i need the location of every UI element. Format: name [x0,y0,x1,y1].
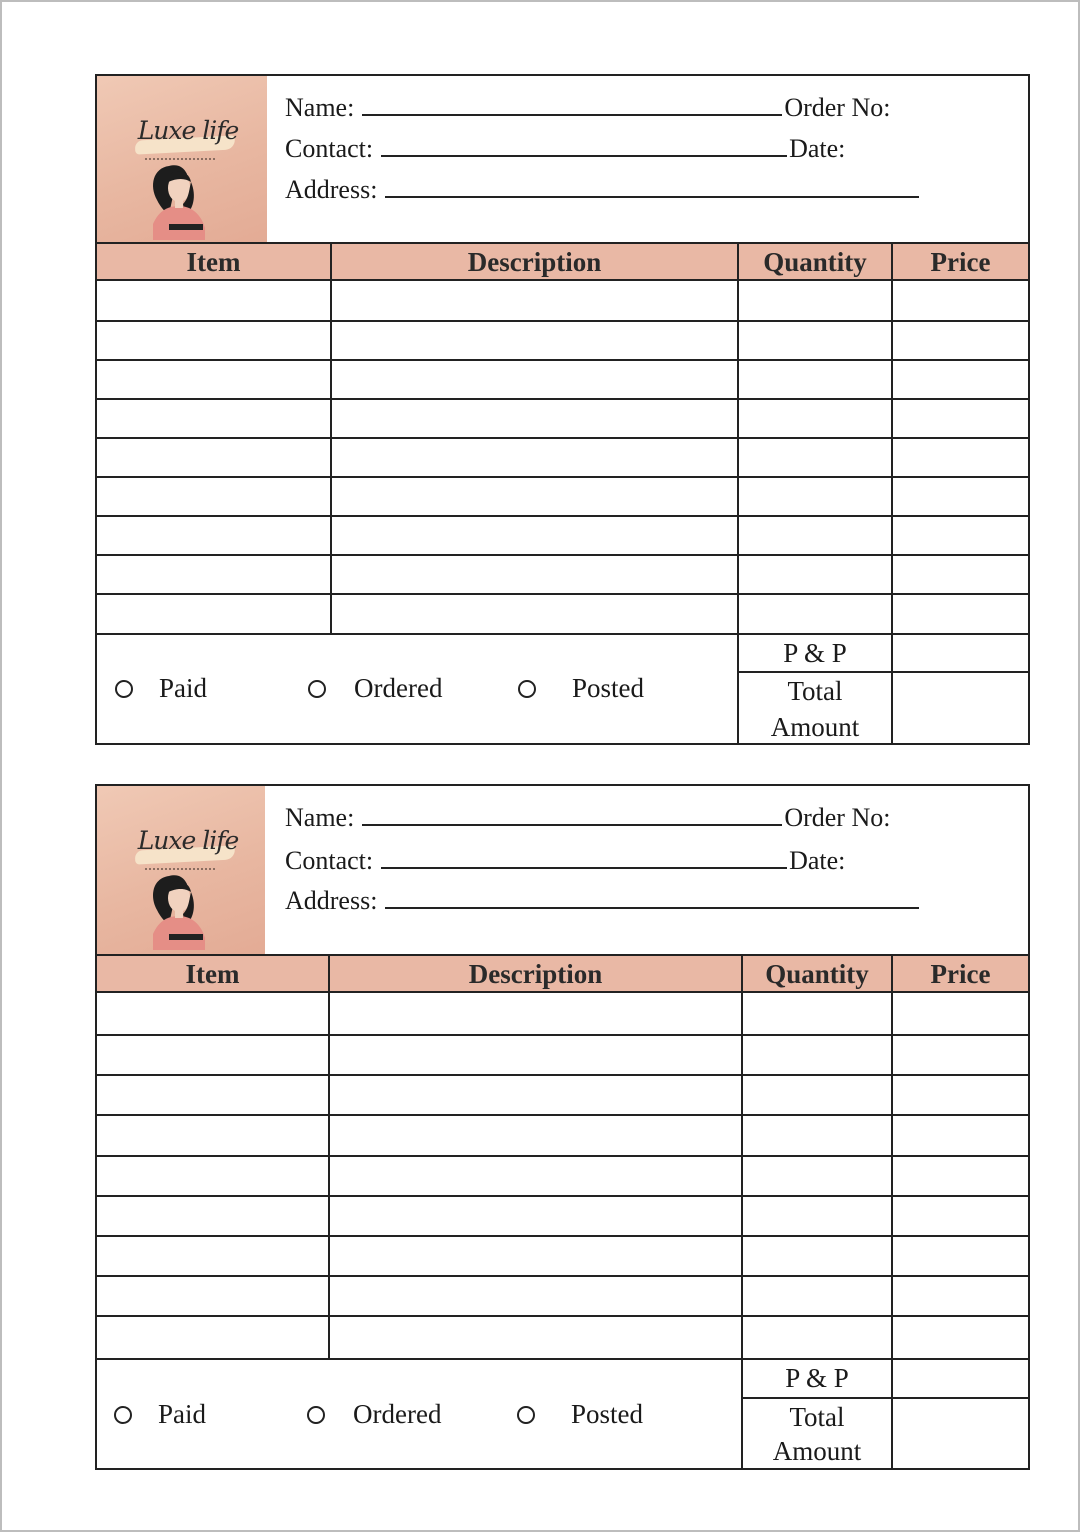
address-field [285,885,919,916]
ordered-label: Ordered [354,673,443,703]
address-label: Address: [285,175,378,204]
form-header [97,76,1028,242]
contact-input-line[interactable] [381,133,787,157]
posted-label: Posted [571,1399,644,1429]
posted-radio[interactable] [518,680,536,698]
total-label-line2: Amount [770,712,860,742]
col-description: Description [467,247,602,277]
name-field [285,92,890,123]
items-table [97,954,1028,1468]
paid-radio[interactable] [114,1406,132,1424]
ordered-radio[interactable] [307,1406,325,1424]
col-price: Price [930,959,991,989]
paid-label: Paid [159,673,208,703]
total-label-line2: Amount [772,1436,862,1466]
name-label: Name: [285,93,355,122]
logo-wordmark: Luxe life [137,116,239,145]
table-header [97,242,1028,281]
logo-wordmark: Luxe life [137,826,239,855]
contact-field [285,133,845,164]
pp-label: P & P [785,1363,849,1393]
date-label: Date: [789,134,846,163]
order-form-2 [95,784,1030,1470]
date-label: Date: [789,846,846,875]
order-no-label: Order No: [784,93,891,122]
name-input-line[interactable] [362,92,782,116]
ordered-label: Ordered [353,1399,442,1429]
col-description: Description [468,959,603,989]
posted-label: Posted [572,673,645,703]
posted-radio[interactable] [517,1406,535,1424]
paid-label: Paid [158,1399,207,1429]
contact-field [285,845,845,876]
address-field [285,174,919,205]
brand-logo [97,786,265,954]
col-price: Price [930,247,991,277]
name-input-line[interactable] [362,802,782,826]
contact-label: Contact: [285,134,374,163]
address-label: Address: [285,886,378,915]
paid-radio[interactable] [115,680,133,698]
order-no-label: Order No: [784,803,891,832]
contact-label: Contact: [285,846,374,875]
pp-label: P & P [783,638,847,668]
ordered-radio[interactable] [308,680,326,698]
total-label-line1: Total [787,676,843,706]
address-input-line[interactable] [385,174,919,198]
col-item: Item [185,959,240,989]
woman-portrait-icon [139,160,219,240]
total-label-line1: Total [789,1402,845,1432]
woman-portrait-icon [139,870,219,950]
form-header [97,786,1028,954]
col-quantity: Quantity [763,247,867,277]
items-table [97,242,1028,743]
name-label: Name: [285,803,355,832]
contact-input-line[interactable] [381,845,787,869]
col-quantity: Quantity [765,959,869,989]
table-header [97,954,1028,993]
name-field [285,802,890,833]
order-form-1 [95,74,1030,745]
col-item: Item [186,247,241,277]
address-input-line[interactable] [385,885,919,909]
brand-logo [97,76,267,242]
